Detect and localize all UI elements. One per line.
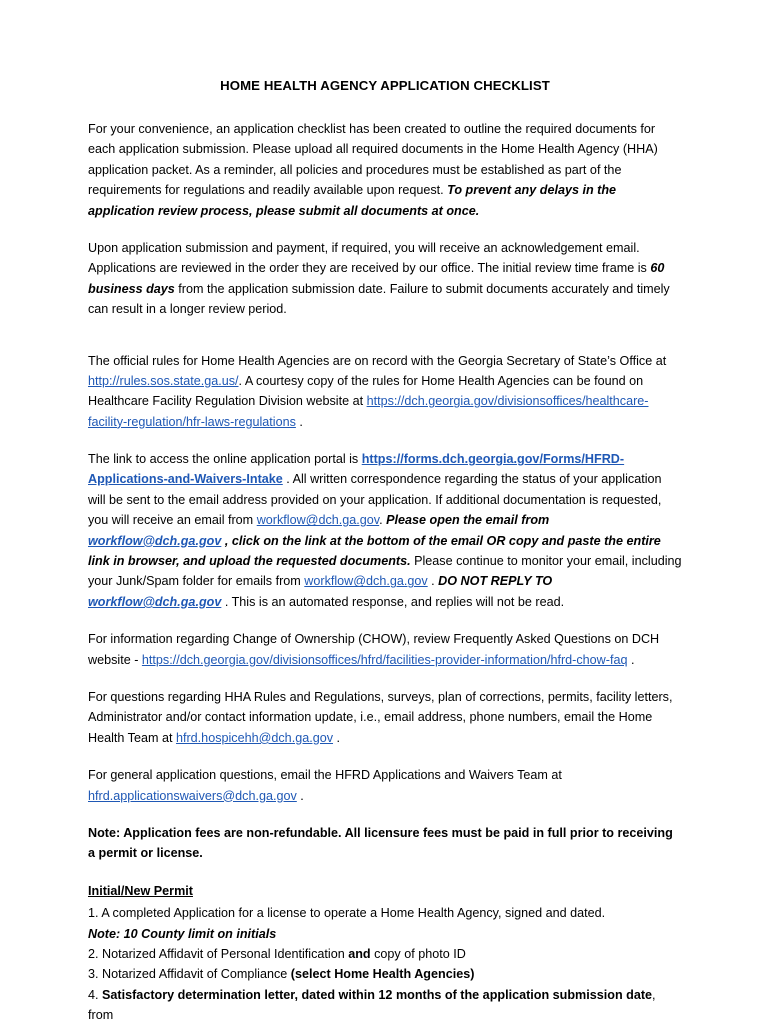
portal-emphasis-1: Please open the email from (386, 513, 550, 528)
paragraph-general-questions (88, 765, 682, 806)
list-item (88, 985, 682, 1025)
rules-text-a: The official rules for Home Health Agencies are on record with the Georgia Secretary of State’s Office at (88, 353, 667, 368)
checklist-items (88, 903, 682, 1025)
paragraph-intro (88, 119, 682, 221)
portal-emphasis-2: , click on the link at the bottom of the email OR copy and paste the entire link in browser, and upload the requested documents. (88, 533, 661, 569)
review-timeframe: 60 business days (88, 261, 665, 296)
portal-text-e: . (427, 574, 439, 589)
item-3-text-a: Notarized Affidavit of Compliance (102, 967, 291, 982)
item-3-bold: (select Home Health Agencies) (290, 967, 475, 982)
chow-text-b: . (627, 652, 635, 667)
link-hfr-laws-regulations[interactable]: https://dch.georgia.gov/divisionsoffices/healthcare-facility-regulation/hfr-laws-regulations (88, 394, 649, 429)
rules-text-b: . A courtesy copy of the rules for Home Health Agencies can be found on Healthcare Facility Regulation Division website at (88, 373, 644, 409)
link-sos-rules[interactable]: http://rules.sos.state.ga.us/ (88, 373, 239, 388)
item-2-text-b: copy of photo ID (370, 946, 466, 961)
hha-text-a: For questions regarding HHA Rules and Regulations, surveys, plan of corrections, permits, facility letters, Administrator and/or contact information update, i.e., email address, phone numbers, email the Home Health Team at (88, 689, 673, 745)
link-workflow-email-3[interactable]: workflow@dch.ga.gov (304, 574, 428, 589)
paragraph-submission (88, 238, 682, 320)
item-1-number: 1. (88, 906, 99, 921)
portal-emphasis-3: DO NOT REPLY TO (438, 574, 553, 589)
section-heading-initial-new-permit: Initial/New Permit (88, 883, 193, 898)
link-applications-waivers-email[interactable]: hfrd.applicationswaivers@dch.ga.gov (88, 788, 297, 803)
spacer (88, 337, 682, 351)
link-chow-faq[interactable]: https://dch.georgia.gov/divisionsoffices/hfrd/facilities-provider-information/hfrd-chow-faq (141, 652, 628, 667)
list-item (88, 944, 682, 964)
portal-text-d: Please continue to monitor your email, including your Junk/Spam folder for emails from (88, 554, 682, 589)
page-title: HOME HEALTH AGENCY APPLICATION CHECKLIST (220, 78, 550, 93)
item-1-note: Note: 10 County limit on initials (88, 926, 277, 941)
general-text-b: . (296, 788, 304, 803)
submission-text-b: from the application submission date. Failure to submit documents accurately and timely can result in a longer review period. (88, 281, 670, 317)
link-home-health-team-email[interactable]: hfrd.hospicehh@dch.ga.gov (175, 730, 334, 745)
item-2-bold: and (348, 946, 371, 961)
submission-text-a: Upon application submission and payment, if required, you will receive an acknowledgement email. Applications are reviewed in the order they are received by our office. The initial review time frame is (88, 240, 651, 276)
item-2-text-a: Notarized Affidavit of Personal Identification (102, 946, 349, 961)
item-4-bold: Satisfactory determination letter, dated within 12 months of the application submission date (102, 987, 653, 1002)
paragraph-official-rules (88, 351, 682, 433)
hha-text-b: . (333, 730, 341, 745)
link-workflow-email-2[interactable]: workflow@dch.ga.gov (88, 533, 222, 548)
item-2-number: 2. (88, 946, 99, 961)
item-4-number: 4. (88, 987, 99, 1002)
general-text-a: For general application questions, email the HFRD Applications and Waivers Team at (88, 768, 562, 783)
item-1-text: A completed Application for a license to operate a Home Health Agency, signed and dated. (101, 906, 606, 921)
fee-note: Note: Application fees are non-refundable. All licensure fees must be paid in full prior to receiving a permit or license. (88, 825, 673, 861)
portal-text-b: . All written correspondence regarding the status of your application will be sent to the email address provided on your application. If additional documentation is requested, you will receive an email from (88, 472, 662, 528)
paragraph-portal (88, 449, 682, 612)
list-item (88, 903, 682, 923)
intro-emphasis: To prevent any delays in the application review process, please submit all documents at once. (88, 183, 617, 218)
item-4-text-b: , from (88, 987, 656, 1023)
intro-text: For your convenience, an application checklist has been created to outline the required documents for each application submission. Please upload all required documents in the Home Health Agency (HHA) application packet. As a reminder, all policies and procedures must be established as part of the requirements for regulations and readily available upon request. (88, 122, 658, 198)
portal-text-a: The link to access the online application portal is (88, 452, 362, 467)
portal-text-c: . (379, 513, 387, 528)
chow-text-a: For information regarding Change of Ownership (CHOW), review Frequently Asked Questions on DCH website - (88, 632, 660, 667)
paragraph-hha-questions (88, 687, 682, 748)
item-3-number: 3. (88, 967, 99, 982)
link-workflow-email-4[interactable]: workflow@dch.ga.gov (88, 594, 222, 609)
portal-text-f: . This is an automated response, and replies will not be read. (221, 594, 565, 609)
link-application-portal[interactable]: https://forms.dch.georgia.gov/Forms/HFRD-Applications-and-Waivers-Intake (88, 452, 625, 487)
paragraph-chow (88, 629, 682, 670)
rules-text-c: . (295, 414, 303, 429)
list-item (88, 964, 682, 984)
list-item-note (88, 924, 682, 944)
link-workflow-email-1[interactable]: workflow@dch.ga.gov (256, 513, 380, 528)
